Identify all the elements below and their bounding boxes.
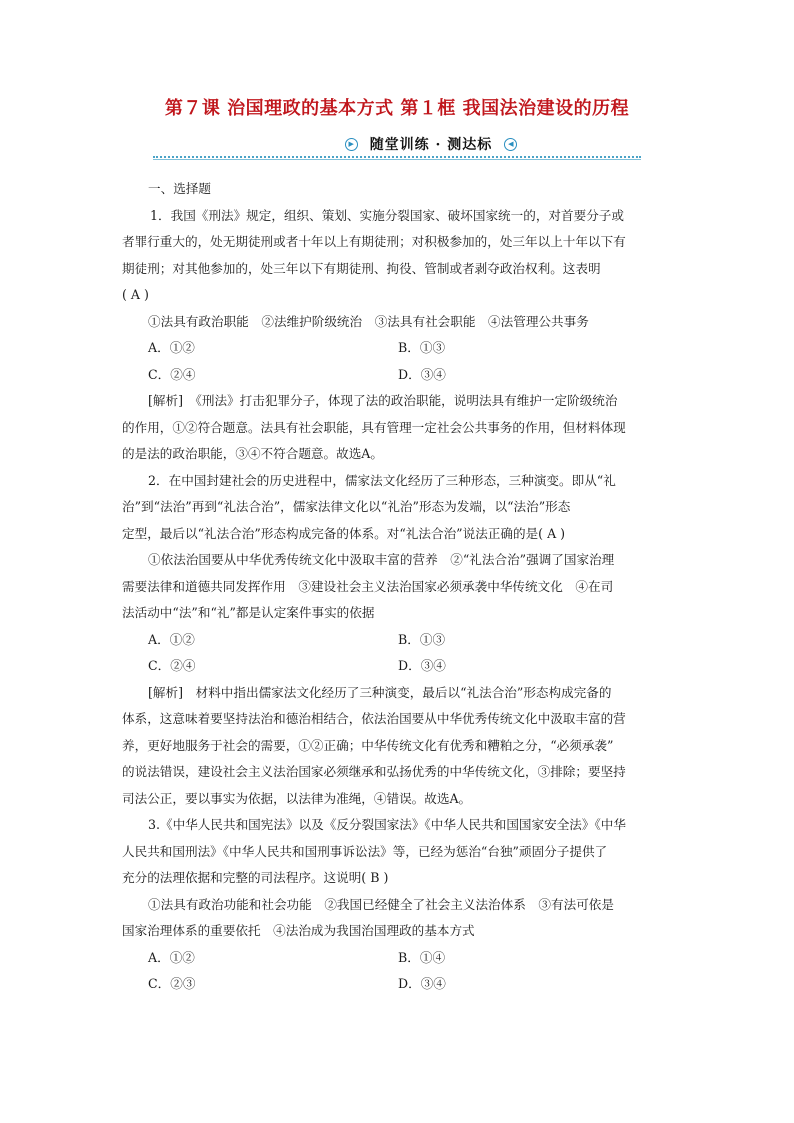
analysis-line: 养，更好地服务于社会的需要，①②正确；中华传统文化有优秀和糟粕之分，“必须承袭” xyxy=(122,737,614,753)
option-c: C．②④ xyxy=(148,658,196,673)
statement-line: ①法具有政治功能和社会功能 ②我国已经健全了社会主义法治体系 ③有法可依是 xyxy=(148,896,614,912)
question-text-line: 3.《中华人民共和国宪法》以及《反分裂国家法》《中华人民共和国国家安全法》《中华 xyxy=(148,817,626,832)
analysis-line: [解析] 材料中指出儒家法文化经历了三种演变，最后以“礼法合治”形态构成完备的 xyxy=(148,684,612,700)
analysis-line: [解析] 《刑法》打击犯罪分子，体现了法的政治职能，说明法具有维护一定阶级统治 xyxy=(148,393,618,408)
question-text-line: 充分的法理依据和完整的司法程序。这说明( B ) xyxy=(122,870,389,885)
question-text-line: 人民共和国刑法》《中华人民共和国刑事诉讼法》等，已经为惩治“台独”顽固分子提供了 xyxy=(122,843,608,859)
option-d: D．③④ xyxy=(398,658,446,673)
statement-line: 法活动中“法”和“礼”都是认定案件事实的依据 xyxy=(122,605,375,620)
question-text-line: 2．在中国封建社会的历史进程中，儒家法文化经历了三种形态，三种演变。即从“礼 xyxy=(148,472,616,488)
divider-line xyxy=(153,159,641,160)
analysis-line: 的是法的政治职能，③④不符合题意。故选A。 xyxy=(122,446,383,461)
question-text-line: 者罪行重大的，处无期徒刑或者十年以上有期徒刑；对积极参加的，处三年以上十年以下有 xyxy=(122,234,626,249)
analysis-line: 的作用，①②符合题意。法具有社会职能，具有管理一定社会公共事务的作用，但材料体现 xyxy=(122,419,626,435)
question-text-line: 1．我国《刑法》规定，组织、策划、实施分裂国家、破坏国家统一的，对首要分子或 xyxy=(150,207,624,223)
banner-box xyxy=(338,133,524,155)
question-text-line: 治”到“法治”再到“礼法合治”，儒家法律文化以“礼治”形态为发端，以“法治”形态 xyxy=(122,499,571,514)
options-row xyxy=(148,335,648,362)
question-1 xyxy=(122,203,648,468)
option-b: B．①③ xyxy=(398,631,446,647)
analysis-line: 体系，这意味着要坚持法治和德治相结合，依法治国要从中华优秀传统文化中汲取丰富的营 xyxy=(122,711,626,726)
play-left-icon: ◀ xyxy=(504,138,517,151)
option-a: A．①② xyxy=(148,340,195,355)
option-a: A．①② xyxy=(148,949,195,965)
question-text-line: 定型，最后以“礼法合治”形态构成完备的体系。对“礼法合治”说法正确的是( A ) xyxy=(122,525,566,541)
statement-list: ①法具有政治职能 ②法维护阶级统治 ③法具有社会职能 ④法管理公共事务 xyxy=(148,313,589,329)
options-row xyxy=(148,627,648,654)
dotted-divider xyxy=(153,156,641,158)
analysis-line: 的说法错误，建设社会主义法治国家必须继承和弘扬优秀的中华传统文化，③排除；要坚持 xyxy=(122,764,626,779)
answer-line: ( A ) xyxy=(122,287,149,302)
play-right-icon: ▶ xyxy=(345,138,358,151)
option-b: B．①③ xyxy=(398,340,446,355)
question-2 xyxy=(122,468,648,813)
question-text-line: 期徒刑；对其他参加的，处三年以下有期徒刑、拘役、管制或者剥夺政治权利。这表明 xyxy=(122,260,601,276)
options-row xyxy=(148,653,648,680)
analysis-line: 司法公正，要以事实为依据，以法律为准绳，④错误。故选A。 xyxy=(122,790,472,806)
options-row xyxy=(148,362,648,389)
section-banner xyxy=(153,132,641,162)
statement-line: 国家治理体系的重要依托 ④法治成为我国治国理政的基本方式 xyxy=(122,923,475,938)
banner-label: 随堂训练 · 测达标 xyxy=(369,137,493,153)
option-b: B．①④ xyxy=(398,949,446,965)
exercise-content xyxy=(122,176,648,998)
options-row xyxy=(148,971,648,998)
option-d: D．③④ xyxy=(398,366,446,382)
page-title: 第７课 治国理政的基本方式 第１框 我国法治建设的历程 xyxy=(164,98,630,119)
statement-line: ①依法治国要从中华优秀传统文化中汲取丰富的营养 ②“礼法合治”强调了国家治理 xyxy=(148,552,615,567)
statement-line: 需要法律和道德共同发挥作用 ③建设社会主义法治国家必须承袭中华传统文化 ④在司 xyxy=(122,578,614,594)
option-d: D．③④ xyxy=(398,976,446,991)
option-c: C．②③ xyxy=(148,976,196,991)
option-a: A．①② xyxy=(148,631,195,647)
question-3 xyxy=(122,812,648,998)
options-row xyxy=(148,945,648,972)
option-c: C．②④ xyxy=(148,366,196,382)
section-heading: 一、选择题 xyxy=(148,181,211,196)
